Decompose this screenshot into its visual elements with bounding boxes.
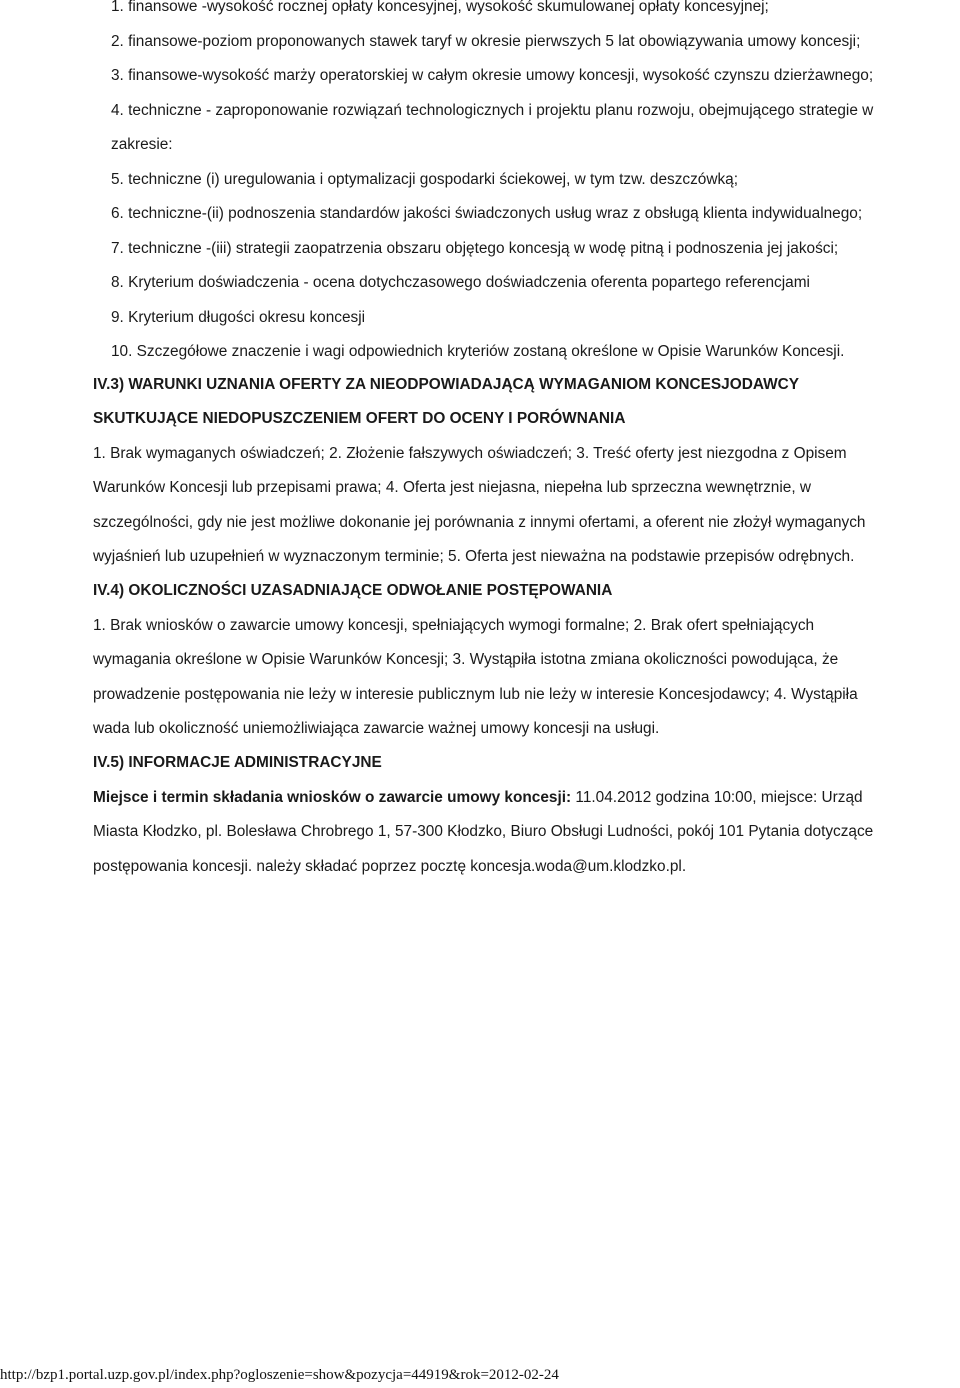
- section-iv3-body-line-3: szczególności, gdy nie jest możliwe dokonanie jej porównania z innymi ofertami, a oferent nie złożył wymaganych: [93, 513, 866, 531]
- criterion-item-1: 1. finansowe -wysokość rocznej opłaty koncesyjnej, wysokość skumulowanej opłaty koncesyjnej;: [111, 0, 769, 15]
- section-iv4-body-line-3: prowadzenie postępowania nie leży w interesie publicznym lub nie leży w interesie Koncesjodawcy; 4. Wystąpiła: [93, 685, 858, 703]
- criterion-item-3: 3. finansowe-wysokość marży operatorskiej w całym okresie umowy koncesji, wysokość czynszu dzierżawnego;: [111, 67, 874, 84]
- criterion-item-4-line-2: zakresie:: [111, 136, 173, 153]
- submission-deadline-value: 11.04.2012 godzina 10:00, miejsce: Urząd: [571, 788, 863, 806]
- section-iv3-heading-line-1: IV.3) WARUNKI UZNANIA OFERTY ZA NIEODPOWIADAJĄCĄ WYMAGANIOM KONCESJODAWCY: [93, 376, 799, 393]
- criterion-item-4-line-1: 4. techniczne - zaproponowanie rozwiązań technologicznych i projektu planu rozwoju, obejmującego strategie w: [111, 101, 874, 119]
- section-iv4-body-line-2: wymagania określone w Opisie Warunków Koncesji; 3. Wystąpiła istotna zmiana okoliczności powodująca, że: [93, 651, 839, 669]
- criterion-item-6: 6. techniczne-(ii) podnoszenia standardów jakości świadczonych usług wraz z obsługą klienta indywidualnego;: [111, 205, 863, 222]
- section-iv5-body-line-3: postępowania koncesji. należy składać poprzez pocztę koncesja.woda@um.klodzko.pl.: [93, 857, 687, 875]
- criterion-item-10: 10. Szczegółowe znaczenie i wagi odpowiednich kryteriów zostaną określone w Opisie Warunków Koncesji.: [111, 343, 845, 360]
- evaluation-criteria-list: [111, 0, 956, 370]
- criterion-item-9: 9. Kryterium długości okresu koncesji: [111, 308, 366, 326]
- criterion-item-2: 2. finansowe-poziom proponowanych stawek taryf w okresie pierwszych 5 lat obowiązywania umowy koncesji;: [111, 32, 861, 50]
- criterion-item-8: 8. Kryterium doświadczenia - ocena dotychczasowego doświadczenia oferenta popartego referencjami: [111, 274, 810, 291]
- section-iv3-body-line-4: wyjaśnień lub uzupełnień w wyznaczonym terminie; 5. Oferta jest nieważna na podstawie przepisów odrębnych.: [93, 548, 855, 566]
- page-source-url: http://bzp1.portal.uzp.gov.pl/index.php?ogloszenie=show&pozycja=44919&rok=2012-02-24: [0, 1367, 559, 1383]
- section-iv4-body-line-4: wada lub okoliczność uniemożliwiająca zawarcie ważnej umowy koncesji na usługi.: [93, 720, 660, 738]
- criterion-item-5: 5. techniczne (i) uregulowania i optymalizacji gospodarki ściekowej, w tym tzw. deszczówką;: [111, 170, 739, 188]
- section-iv4-body-line-1: 1. Brak wniosków o zawarcie umowy koncesji, spełniających wymogi formalne; 2. Brak ofert spełniających: [93, 616, 815, 634]
- section-iv3-heading-line-2: SKUTKUJĄCE NIEDOPUSZCZENIEM OFERT DO OCENY I PORÓWNANIA: [93, 410, 626, 428]
- section-iv5-body-line-2: Miasta Kłodzko, pl. Bolesława Chrobrego 1, 57-300 Kłodzko, Biuro Obsługi Ludności, pokój 101 Pytania dotyczące: [93, 823, 874, 841]
- section-iv3-body-line-2: Warunków Koncesji lub przepisami prawa; 4. Oferta jest niejasna, niepełna lub sprzeczna wewnętrznie, w: [93, 479, 812, 497]
- submission-deadline-label: Miejsce i termin składania wniosków o zawarcie umowy koncesji:: [93, 788, 572, 806]
- section-iv3-body-line-1: 1. Brak wymaganych oświadczeń; 2. Złożenie fałszywych oświadczeń; 3. Treść oferty jest niezgodna z Opisem: [93, 444, 847, 462]
- section-iv5-heading: IV.5) INFORMACJE ADMINISTRACYJNE: [93, 754, 382, 772]
- section-iv5-body-line-1: [93, 781, 959, 815]
- main-content: [93, 368, 959, 884]
- section-iv4-heading: IV.4) OKOLICZNOŚCI UZASADNIAJĄCE ODWOŁANIE POSTĘPOWANIA: [93, 582, 613, 600]
- criterion-item-7: 7. techniczne -(iii) strategii zaopatrzenia obszaru objętego koncesją w wodę pitną i podnoszenia jej jakości;: [111, 239, 839, 257]
